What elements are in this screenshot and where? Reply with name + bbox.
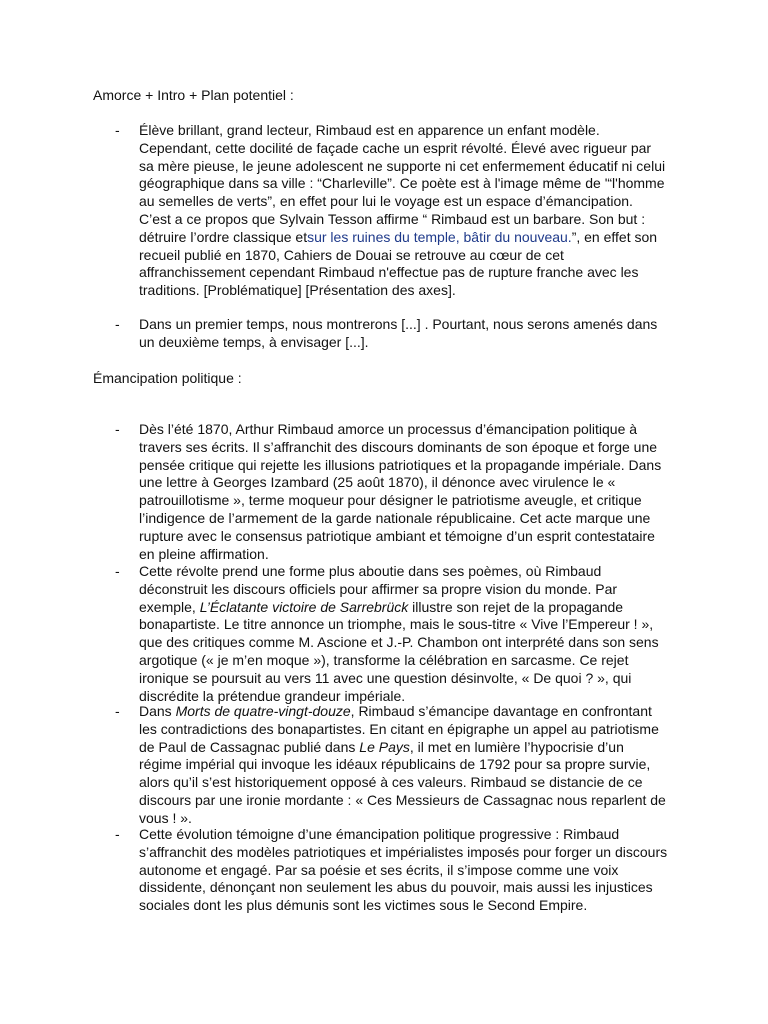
text-line: déconstruit les discours officiels pour affirmer sa propre vision du monde. Par — [139, 580, 618, 597]
text-segment: , il met en lumière l’hypocrisie d’un — [409, 738, 624, 755]
text-line: discours par une ironie mordante : « Ces Messieurs de Cassagnac nous reparlent de — [139, 791, 666, 808]
text-segment: détruire l’ordre classique et — [139, 228, 308, 245]
text-segment: Dans — [139, 703, 176, 719]
bullet-text — [139, 122, 679, 300]
text-line: au semelles de verts”, en effet pour lui le voyage est un espace d’émancipation. — [139, 193, 633, 210]
text-line: Dès l’été 1870, Arthur Rimbaud amorce un processus d’émancipation politique à — [139, 421, 638, 437]
text-line — [139, 739, 679, 757]
text-line: une lettre à Georges Izambard (25 août 1870), il dénonce avec virulence le « — [139, 474, 616, 491]
poem-title: Morts de quatre-vingt-douze — [175, 703, 351, 719]
text-line: l’indigence de l’armement de la garde nationale républicaine. Cet acte marque une — [139, 509, 651, 526]
text-line: travers ses écrits. Il s’affranchit des discours dominants de son époque et forge une — [139, 438, 658, 455]
text-line: dissidente, dénonçant non seulement les abus du pouvoir, mais aussi les injustices — [139, 879, 653, 896]
quote-segment: sur les ruines du temple, bâtir du nouveau. — [307, 228, 572, 245]
text-line: patrouillotisme », terme moqueur pour désigner le patriotisme aveugle, et critique — [139, 492, 642, 509]
intro-heading: Amorce + Intro + Plan potentiel : — [93, 87, 294, 103]
bullet-dash: - — [115, 826, 120, 842]
text-line: rupture avec le consensus patriotique ambiant et témoigne d’un esprit contestataire — [139, 527, 655, 544]
text-line: Élève brillant, grand lecteur, Rimbaud est en apparence un enfant modèle. — [139, 122, 600, 138]
text-line: sociales dont les plus démunis sont les victimes sous le Second Empire. — [139, 897, 588, 914]
text-line: C’est a ce propos que Sylvain Tesson affirme “ Rimbaud est un barbare. Son but : — [139, 210, 646, 227]
text-line: Cette révolte prend une forme plus aboutie dans ses poèmes, où Rimbaud — [139, 563, 602, 579]
text-line: les contradictions des bonapartistes. En citant en épigraphe un appel au patriotisme — [139, 720, 659, 737]
bullet-text — [139, 563, 679, 705]
text-line: recueil publié en 1870, Cahiers de Douai se retrouve au cœur de cet — [139, 246, 564, 263]
bullet-text — [139, 316, 679, 352]
text-line: régime impérial qui invoque les idéaux républicains de 1792 pour sa propre survie, — [139, 756, 651, 773]
text-line: Dans un premier temps, nous montrerons [...] . Pourtant, nous serons amenés dans — [139, 316, 658, 332]
newspaper-title: Le Pays — [359, 738, 410, 755]
poem-title: L’Éclatante victoire de Sarrebrück — [199, 598, 409, 615]
text-segment: exemple, — [139, 598, 200, 615]
bullet-dash: - — [115, 703, 120, 719]
text-line: discrédite la prétendue grandeur impériale. — [139, 687, 406, 704]
bullet-dash: - — [115, 122, 120, 138]
text-line: alors qu’il s’est historiquement opposé à ces valeurs. Rimbaud se distancie de ce — [139, 774, 643, 791]
text-line: affranchissement cependant Rimbaud n'effectue pas de rupture franche avec les — [139, 264, 639, 281]
text-line: en pleine affirmation. — [139, 545, 269, 562]
text-line — [139, 599, 679, 617]
text-line: ironique se poursuit au vers 11 avec une question désinvolte, « De quoi ? », qui — [139, 669, 632, 686]
text-line: géographique dans sa ville : “Charleville”. Ce poète est à l'image même de '“l'homme — [139, 175, 665, 192]
bullet-dash: - — [115, 316, 120, 332]
text-line: un deuxième temps, à envisager [...]. — [139, 333, 369, 350]
bullet-dash: - — [115, 421, 120, 437]
text-line: s’affranchit des modèles patriotiques et impérialistes imposés pour forger un discours — [139, 843, 668, 860]
text-line: vous ! ». — [139, 809, 192, 826]
text-segment: , Rimbaud s’émancipe davantage en confrontant — [350, 703, 652, 719]
text-line: sa mère pieuse, le jeune adolescent ne supporte ni cet enfermement éducatif ni celui — [139, 157, 666, 174]
bullet-text — [139, 703, 679, 828]
politique-heading: Émancipation politique : — [93, 370, 242, 386]
text-line: Cette évolution témoigne d’une émancipation politique progressive : Rimbaud — [139, 826, 620, 842]
text-line: Cependant, cette docilité de façade cache un esprit révolté. Élevé avec rigueur par — [139, 139, 652, 156]
bullet-text — [139, 826, 679, 915]
bullet-text — [139, 421, 679, 563]
text-segment: ”, en effet son — [571, 228, 658, 245]
text-line: traditions. [Problématique] [Présentation des axes]. — [139, 282, 456, 299]
text-line: pensée critique qui rejette les illusions patriotiques et la propagande impériale. Dans — [139, 456, 662, 473]
text-line — [139, 229, 679, 247]
text-line: autonome et engagé. Par sa poésie et ses écrits, il s’impose comme une voix — [139, 861, 619, 878]
text-line: que des critiques comme M. Ascione et J.-P. Chambon ont interprété dans son sens — [139, 634, 659, 651]
text-line — [139, 703, 679, 721]
text-line: bonapartiste. Le titre annonce un triomphe, mais le sous-titre « Vive l’Empereur ! », — [139, 616, 654, 633]
text-segment: de Paul de Cassagnac publié dans — [139, 738, 360, 755]
bullet-dash: - — [115, 563, 120, 579]
text-line: argotique (« je m’en moque »), transforme la célébration en sarcasme. Ce rejet — [139, 651, 629, 668]
text-segment: illustre son rejet de la propagande — [408, 598, 624, 615]
